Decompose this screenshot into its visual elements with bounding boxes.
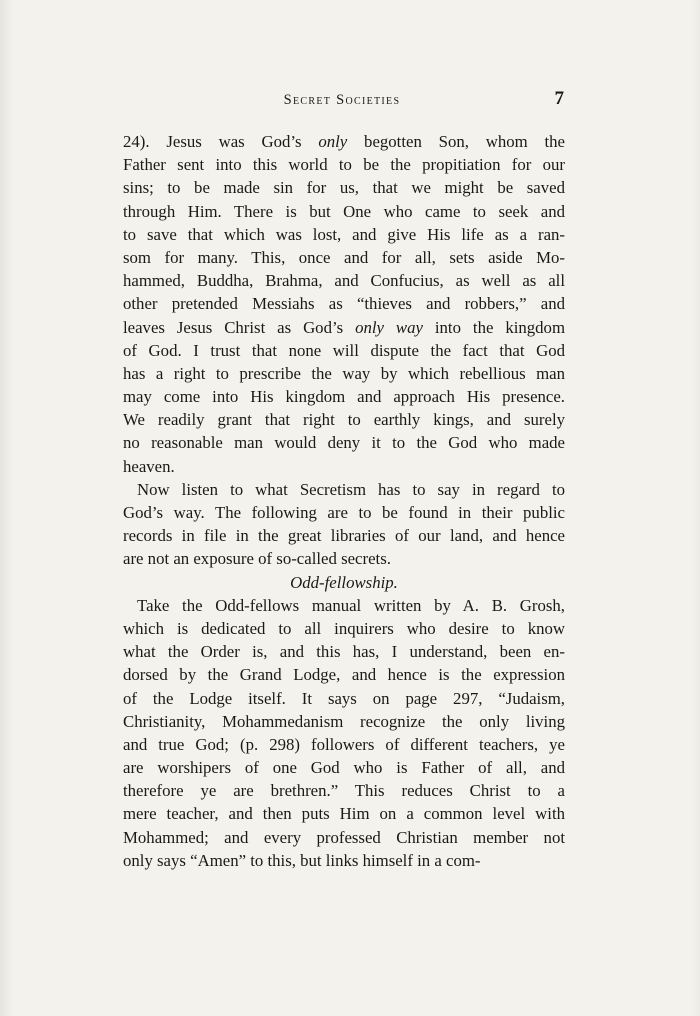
paragraph [123,478,565,571]
text-line [123,687,565,710]
text-line [123,385,565,408]
text-line [123,478,565,501]
page-number: 7 [554,88,564,109]
text-run: only says “Amen” to this, but links himself in a com- [123,850,481,870]
text-run: are worshipers of one God who is Father of all, and [123,758,565,778]
text-run: som for many. This, once and for all, sets aside Mo- [123,247,565,267]
text-run: Christianity, Mohammedanism recognize the only living [123,711,565,731]
text-run: records in file in the great libraries of our land, and hence [123,526,565,546]
body-text [123,130,565,872]
text-line [123,200,565,223]
italic-text: only way [355,317,423,337]
text-run: We readily grant that right to earthly kings, and surely [123,410,565,430]
text-run: no reasonable man would deny it to the God who made [123,433,565,453]
text-run: Father sent into this world to be the propitiation for our [123,155,565,175]
text-run: into the kingdom [422,317,566,337]
text-run: through Him. There is but One who came to seek and [123,201,565,221]
text-line [123,223,565,246]
paragraph [123,594,565,872]
section-heading: Odd-fellowship. [290,572,398,592]
text-run: other pretended Messiahs as “thieves and robbers,” and [123,294,565,314]
text-run: Now listen to what Secretism has to say in regard to [137,479,565,499]
text-line [123,339,565,362]
text-run: dorsed by the Grand Lodge, and hence is the expression [123,665,565,685]
text-run: to save that which was lost, and give His life as a ran- [123,224,565,244]
text-run: Mohammed; and every professed Christian member not [123,827,565,847]
text-run: may come into His kingdom and approach His presence. [123,387,565,407]
text-line [123,640,565,663]
text-line [123,826,565,849]
text-line [123,617,565,640]
text-run: of the Lodge itself. It says on page 297, “Judaism, [123,688,565,708]
text-run: begotten Son, whom the [347,132,565,151]
text-run: leaves Jesus Christ as God’s [123,317,356,337]
paragraph [123,130,565,478]
text-line [123,408,565,431]
text-line [123,663,565,686]
text-line [123,269,565,292]
text-line [123,153,565,176]
text-line [123,176,565,199]
text-line [123,710,565,733]
text-run: therefore ye are brethren.” This reduces Christ to a [123,781,565,801]
text-line [123,779,565,802]
text-line [123,501,565,524]
text-line [123,455,565,478]
text-run: and true God; (p. 298) followers of different teachers, ye [123,734,565,754]
text-line [123,292,565,315]
italic-text: only [318,132,348,151]
running-title: Secret Societies [283,92,401,108]
text-line [123,316,565,339]
text-line [123,594,565,617]
text-run: are not an exposure of so-called secrets. [123,549,391,569]
text-run: heaven. [123,456,175,476]
text-run: mere teacher, and then puts Him on a common level with [123,804,565,824]
text-line [123,756,565,779]
running-head [120,88,564,114]
text-run: has a right to prescribe the way by which rebellious man [123,363,565,383]
text-line [123,849,565,872]
text-run: Take the Odd-fellows manual written by A. B. Grosh, [137,595,565,615]
text-line [123,733,565,756]
text-line [123,431,565,454]
text-run: which is dedicated to all inquirers who desire to know [123,618,565,638]
text-line [123,130,565,153]
text-run: hammed, Buddha, Brahma, and Confucius, as well as all [123,271,565,291]
text-run: God’s way. The following are to be found in their public [123,503,565,522]
text-line [123,547,565,570]
text-run: sins; to be made sin for us, that we might be saved [123,178,565,198]
text-line [123,524,565,547]
text-run: 24). Jesus was God’s [123,132,319,151]
text-line [123,246,565,269]
text-run: what the Order is, and this has, I understand, been en- [123,642,565,662]
text-run: of God. I trust that none will dispute the fact that God [123,340,565,360]
text-line [123,362,565,385]
text-line [123,802,565,825]
